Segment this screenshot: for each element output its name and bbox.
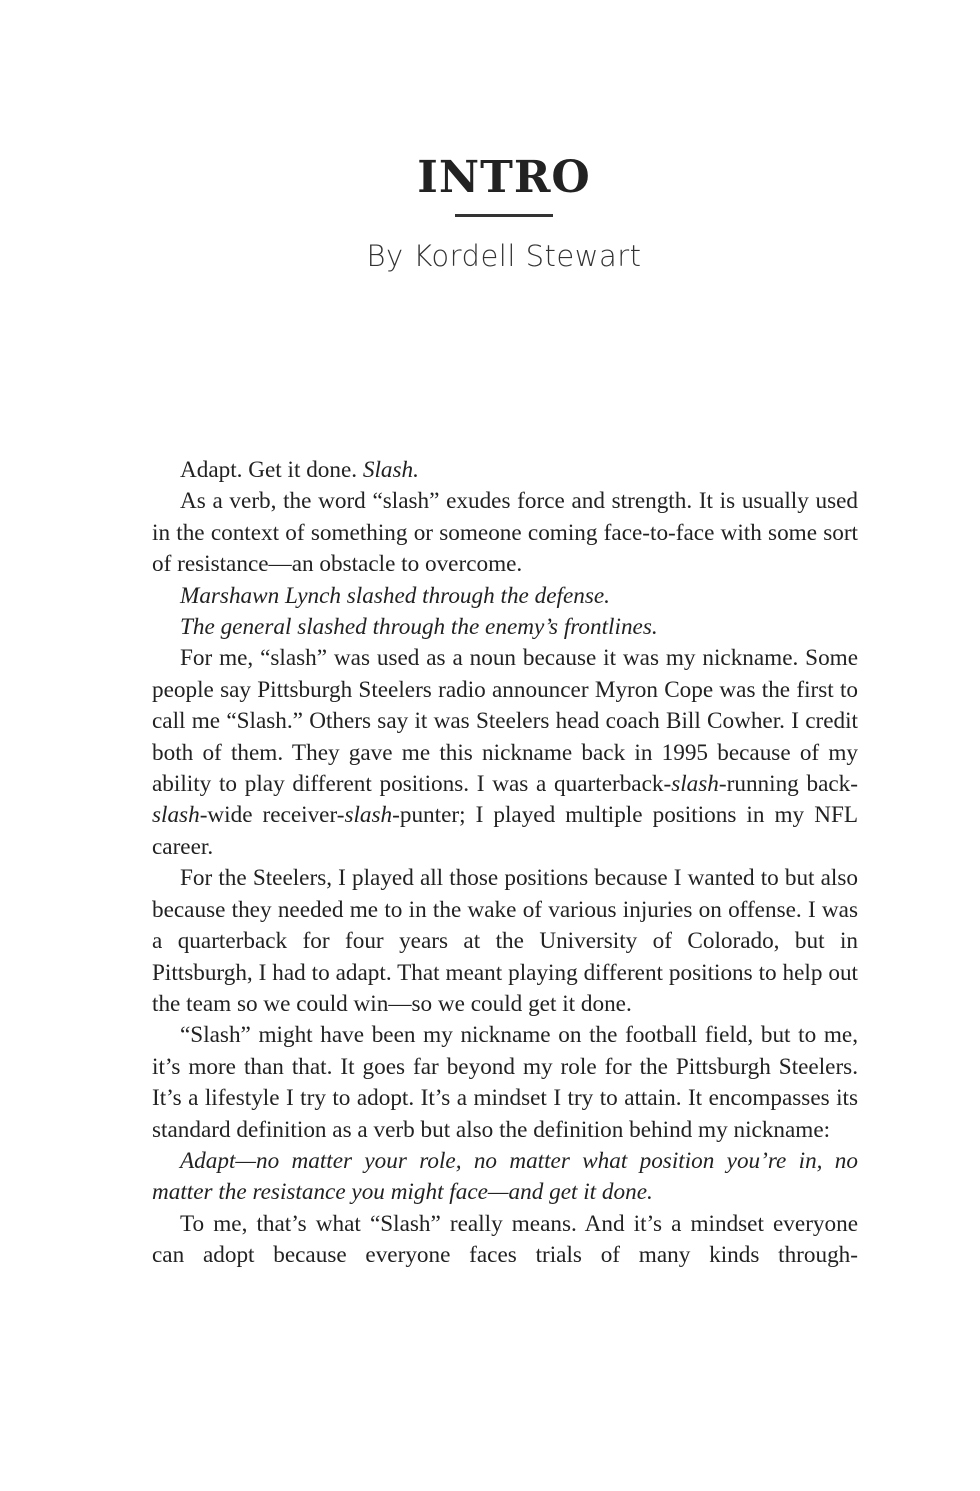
example-sentence-2: The general slashed through the enemy’s frontlines. [180,614,658,641]
paragraph-5-slash-2: slash [152,802,200,829]
paragraph-1-italic: Slash. [362,457,419,483]
paragraph-1-text: Adapt. Get it done. [180,457,363,483]
paragraph-5-part-e: -wide receiver- [199,802,345,829]
example-sentence-1: Marshawn Lynch slashed through the defense. [180,582,610,609]
paragraph-5-part-g: -punter; I played multiple positions in my NFL career. [152,802,858,860]
paragraph-9: To me, that’s what “Slash” really means. And it’s a mindset everyone can adopt because everyone faces trials of many kinds through- [152,1210,858,1269]
paragraph-7: “Slash” might have been my nickname on the football field, but to me, it’s more than that. It goes far beyond my role for the Pittsburgh Steelers. It’s a lifestyle I try to adopt. It’s a mindset I try to attain. It encompasses its standard definition as a verb but also the definition behind my nickname: [152,1022,858,1143]
paragraph-8 [152,1146,858,1209]
paragraph-5-part-c: -running back- [718,771,858,798]
paragraph-5-slash-1: slash [671,771,719,798]
title-underline [455,214,553,217]
paragraph-6: For the Steelers, I played all those positions because I wanted to but also because they needed me to in the wake of various injuries on offense. I was a quarterback for four years at the University of Colorado, but in Pittsburgh, I had to adapt. That meant playing different positions to help out the team so we could win—so we could get it done. [152,865,858,1017]
paragraph-5 [152,643,858,863]
paragraph-2: As a verb, the word “slash” exudes force and strength. It is usually used in the context of something or someone coming face-to-face with some sort of resistance—an obstacle to overcome. [152,488,858,578]
chapter-title: INTRO [417,152,591,203]
paragraph-1 [152,455,858,486]
chapter-byline: By Kordell Stewart [366,239,642,273]
paragraph-4 [152,612,858,643]
motto-sentence: Adapt—no matter your role, no matter what position you’re in, no matter the resistance you might face—and get it done. [152,1147,858,1206]
body-text [152,455,858,1272]
paragraph-5-part-a: For me, “slash” was used as a noun because it was my nickname. Some people say Pittsburgh Steelers radio announcer Myron Cope was the first to call me “Slash.” Others say it was Steelers head coach Bill Cowher. I credit both of them. They gave me this nickname back in 1995 because of my ability to play different positions. I was a quarterback- [152,645,858,798]
paragraph-3 [152,581,858,612]
paragraph-5-slash-3: slash [344,802,393,829]
